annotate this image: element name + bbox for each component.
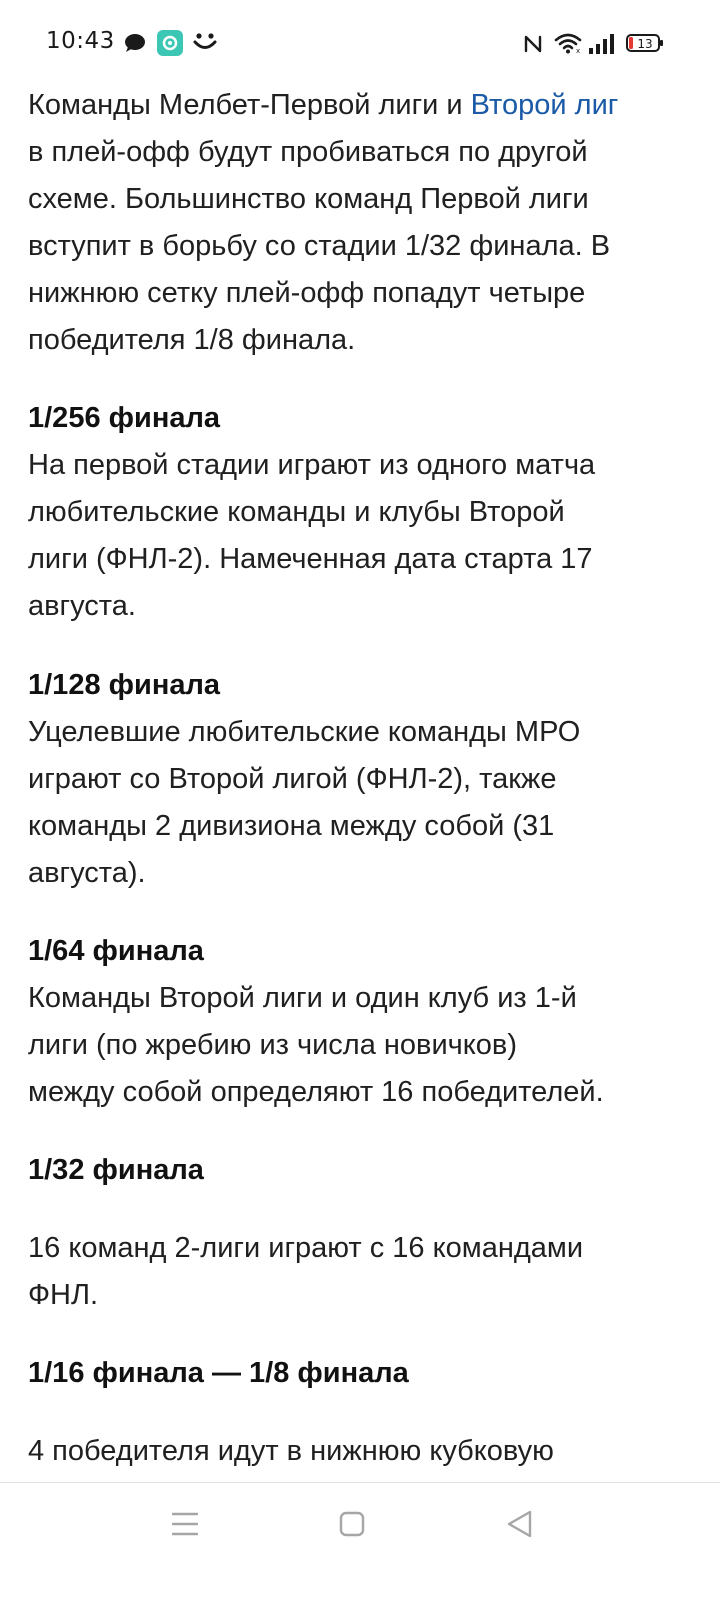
signal-icon xyxy=(588,33,616,60)
intro-line: схеме. Большинство команд Первой лиги xyxy=(28,183,589,215)
section-line: Команды Второй лиги и один клуб из 1-й xyxy=(28,982,577,1014)
battery-icon xyxy=(626,33,664,58)
section-line: августа. xyxy=(28,590,136,622)
section-line: лиги (ФНЛ-2). Намеченная дата старта 17 xyxy=(28,543,593,575)
intro-line xyxy=(28,82,698,129)
section-heading: 1/64 финала xyxy=(28,935,204,967)
section-heading: 1/16 финала — 1/8 финала xyxy=(28,1357,409,1389)
back-icon[interactable] xyxy=(505,1509,535,1544)
section-line: августа). xyxy=(28,857,146,889)
intro-line: вступит в борьбу со стадии 1/32 финала. В xyxy=(28,230,611,262)
second-league-link[interactable]: Второй лиг xyxy=(470,89,619,121)
section-line: 16 команд 2-лиги играют с 16 командами xyxy=(28,1232,584,1264)
svg-text:x: x xyxy=(576,47,581,54)
intro-text-before-link: Команды Мелбет-Первой лиги и xyxy=(28,89,471,121)
nfc-icon xyxy=(523,33,543,60)
intro-line: победителя 1/8 финала. xyxy=(28,324,356,356)
status-time: 10:43 xyxy=(46,28,115,54)
smile-icon xyxy=(192,31,218,58)
section-line: играют со Второй лигой (ФНЛ-2), также xyxy=(28,763,557,795)
intro-line: в плей-офф будут пробиваться по другой xyxy=(28,136,588,168)
home-icon[interactable] xyxy=(339,1511,365,1542)
section-heading: 1/256 финала xyxy=(28,402,221,434)
section-line: между собой определяют 16 победителей. xyxy=(28,1076,604,1108)
section-heading: 1/32 финала xyxy=(28,1154,204,1186)
status-bar xyxy=(0,0,720,86)
chat-bubble-icon xyxy=(124,33,146,58)
section-line: На первой стадии играют из одного матча xyxy=(28,449,596,481)
intro-line: нижнюю сетку плей-офф попадут четыре xyxy=(28,277,586,309)
section-line: ФНЛ. xyxy=(28,1279,99,1311)
section-line: любительские команды и клубы Второй xyxy=(28,496,565,528)
section-heading: 1/128 финала xyxy=(28,669,221,701)
app-notification-icon xyxy=(157,30,183,61)
section-line: Уцелевшие любительские команды МРО xyxy=(28,716,581,748)
wifi-icon xyxy=(554,32,582,59)
battery-level-text: 13 xyxy=(637,37,653,51)
section-line: команды 2 дивизиона между собой (31 xyxy=(28,810,555,842)
article-body xyxy=(28,82,698,1475)
section-line: лиги (по жребию из числа новичков) xyxy=(28,1029,517,1061)
section-line: 4 победителя идут в нижнюю кубковую xyxy=(28,1435,554,1467)
navigation-bar xyxy=(0,1482,720,1600)
menu-icon[interactable] xyxy=(172,1511,198,1542)
